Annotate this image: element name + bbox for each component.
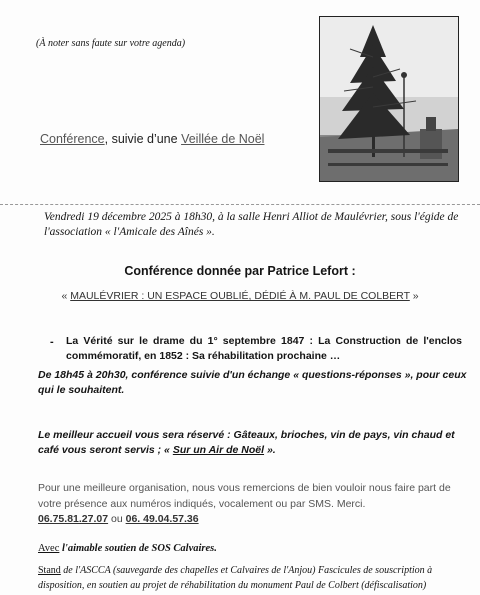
support-lead: Avec [38,543,60,554]
phone-numbers [38,513,199,525]
conference-title: Conférence donnée par Patrice Lefort : [124,264,356,278]
subtitle-open-quote: « [61,290,68,302]
title-veillee: Veillée de Noël [181,132,265,146]
divider [0,204,480,205]
welcome-end: ». [266,444,276,456]
photo-illustration [320,17,458,181]
welcome-link[interactable]: Sur un Air de Noël [172,444,265,456]
subtitle-close-quote: » [412,290,419,302]
conference-subtitle [0,290,480,302]
stand-text [38,563,470,593]
support-body: l'aimable soutien de SOS Calvaires. [59,543,217,554]
event-date: Vendredi 19 décembre 2025 à 18h30, à la salle Henri Alliot de Maulévrier, sous l'égide de l'association « l'Amicale des Aînés ». [44,211,459,238]
bullet-text: La Vérité sur le drame du 1° septembre 1847 : La Construction de l'enclos commémoratif, en 1852 : Sa réhabilitation prochaine … [66,335,462,362]
support-text [38,543,217,554]
welcome-body: Le meilleur accueil vous sera réservé : Gâteaux, brioches, vin de pays, vin chaud et café vous seront servis ; « [38,429,455,456]
bullet-marker: - [50,336,54,348]
schedule-text: De 18h45 à 20h30, conférence suivie d'un échange « questions-réponses », pour ceux qui le souhaitent. [38,369,467,396]
stand-body: de l'ASCCA (sauvegarde des chapelles et Calvaires de l'Anjou) Fascicules de souscription à disposition, en soutien au projet de réhabilitation du monument Paul de Colbert (défiscalisation) [38,565,433,591]
phone-1[interactable]: 06.75.81.27.07 [38,513,109,525]
agenda-note: (À noter sans faute sur votre agenda) [36,38,186,49]
organisation-text: Pour une meilleure organisation, nous vous remercions de bien vouloir nous faire part de votre présence aux numéros indiqués, vocalement ou par SMS. Merci. [38,482,451,510]
stand-lead: Stand [38,565,61,576]
title-conference: Conférence [40,132,105,146]
subtitle-text: MAULÉVRIER : UN ESPACE OUBLIÉ, DÉDIÉ À M. PAUL DE COLBERT [70,290,410,302]
phone-separator: ou [111,513,123,525]
phone-2[interactable]: 06. 49.04.57.36 [125,513,199,525]
title-middle: , suivie d’une [104,132,182,146]
welcome-text [38,428,470,458]
page-title [40,132,264,146]
tree-monument-photo [319,16,459,182]
